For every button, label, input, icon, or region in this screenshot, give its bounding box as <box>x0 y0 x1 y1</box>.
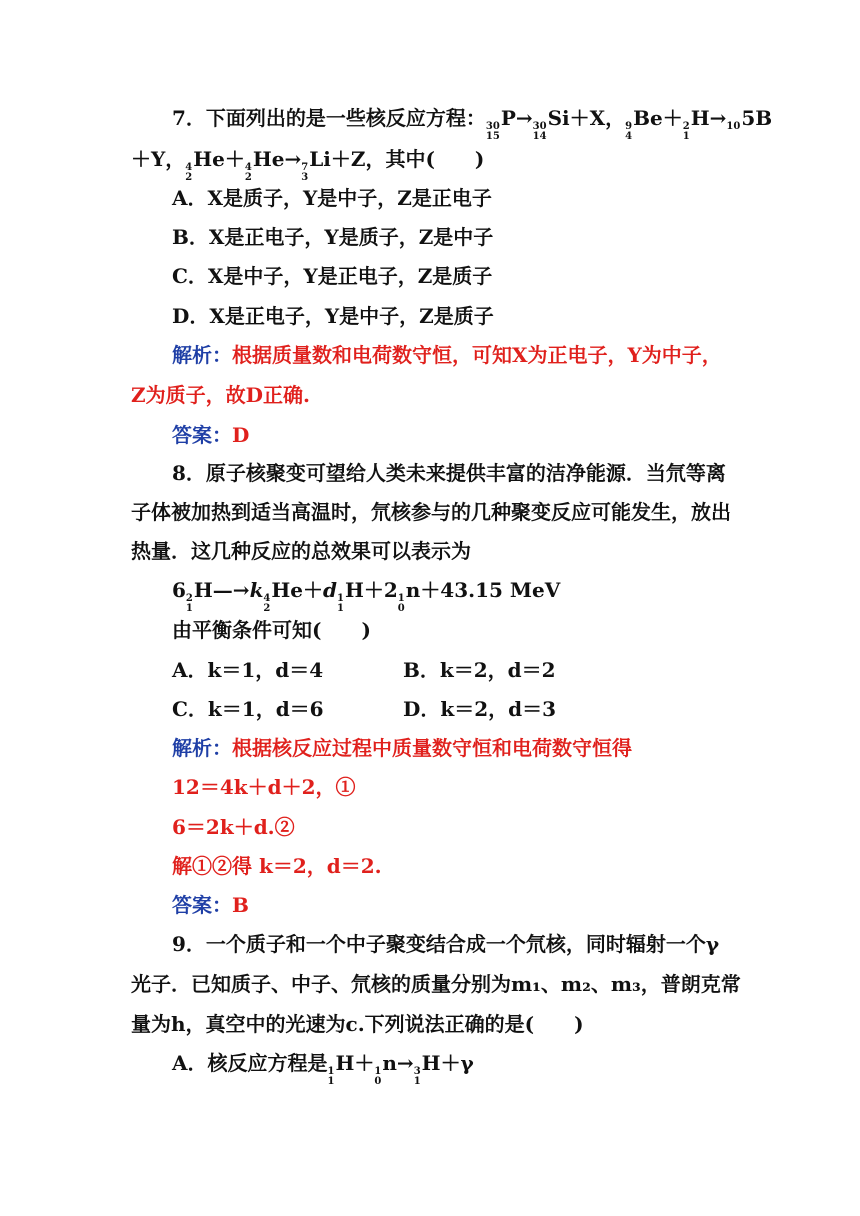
q9-eq-nuclide-2: 1 0 <box>374 1065 382 1087</box>
q7-equation2 <box>185 147 331 183</box>
q8-option-a: A．k＝1，d＝4 <box>172 658 324 682</box>
q8-sym-n: n <box>405 578 421 602</box>
q8-arrow: —→ <box>212 578 250 602</box>
q8-plus: ＋ <box>303 578 324 602</box>
q8-analysis <box>172 734 632 762</box>
q9-option-a <box>172 1049 474 1087</box>
q7-eq2-text-3: → <box>284 147 302 171</box>
q7-eq-symbol-8: 5B <box>741 106 773 130</box>
q8-coef: 6 <box>172 578 186 602</box>
q7-option-d: D．X是正电子，Y是中子，Z是质子 <box>172 304 494 328</box>
q8-sym-h2: H <box>344 578 364 602</box>
q9-eq-symbol-4: H <box>421 1051 441 1075</box>
q7-analysis-text1: 根据质量数和电荷数守恒，可知X为正电子，Y为中子， <box>232 343 722 367</box>
q8-nuclide-h2: 1 1 <box>337 592 344 614</box>
q9-stem-line3: 量为h，真空中的光速为c.下列说法正确的是( ) <box>131 1012 584 1036</box>
q8-equation-2: 6＝2k＋d.② <box>172 815 295 839</box>
q7-eq-nuclide-4: 9 4 <box>625 120 633 142</box>
q9-eq-text-5: ＋γ <box>440 1051 474 1075</box>
q7-line2-start: ＋Y， <box>131 147 186 171</box>
q9-eq-text-3: → <box>396 1051 414 1075</box>
q9-stem-line2: 光子．已知质子、中子、氘核的质量分别为m₁、m₂、m₃，普朗克常 <box>131 972 741 996</box>
q7-eq2-symbol-2: He <box>252 147 285 171</box>
q7-option-a: A．X是质子，Y是中子，Z是正电子 <box>172 186 492 210</box>
q7-eq2-symbol-4: Li <box>309 147 331 171</box>
q8-option-c: C．k＝1，d＝6 <box>172 697 324 721</box>
q8-nuclide-n: 1 0 <box>397 592 405 614</box>
q8-equation-1: 12＝4k＋d＋2，① <box>172 775 356 799</box>
q9-stem-line1: 9．一个质子和一个中子聚变结合成一个氘核，同时辐射一个γ <box>172 932 720 956</box>
q9-option-a-prefix: A．核反应方程是 <box>172 1051 328 1075</box>
q8-condition: 由平衡条件可知( ) <box>172 618 371 642</box>
q7-answer-label: 答案： <box>172 423 232 447</box>
q7-eq-text-3: ＋X， <box>569 106 626 130</box>
q8-sym-he: He <box>271 578 304 602</box>
q7-intro: 7．下面列出的是一些核反应方程： <box>172 106 486 130</box>
q7-eq-nuclide-0: 30 15 <box>485 120 500 142</box>
q7-eq-nuclide-8: 10 <box>726 120 741 132</box>
q8-nuclide-h: 2 1 <box>185 592 193 614</box>
q8-plus-2: ＋2 <box>363 578 398 602</box>
q8-k: k <box>249 578 264 602</box>
q8-analysis-text: 根据核反应过程中质量数守恒和电荷数守恒得 <box>232 736 632 760</box>
q7-eq-symbol-6: H <box>690 106 710 130</box>
q7-eq2-nuclide-4: 7 3 <box>301 161 309 183</box>
q8-nuclide-he: 4 2 <box>263 592 271 614</box>
q7-eq-symbol-4: Be <box>633 106 663 130</box>
q8-answer-label: 答案： <box>172 893 232 917</box>
q9-eq-symbol-2: n <box>382 1051 397 1075</box>
q7-analysis-line1 <box>172 341 722 369</box>
q8-analysis-label: 解析： <box>172 736 232 760</box>
q7-line2-end: ＋Z，其中( ) <box>330 147 485 171</box>
q7-answer-value: D <box>232 423 250 447</box>
q8-option-d: D．k＝2，d＝3 <box>403 697 557 721</box>
q7-stem-line1 <box>172 104 772 142</box>
q7-stem-line2 <box>131 145 484 183</box>
q8-answer-value: B <box>232 893 249 917</box>
q8-sym-h: H <box>193 578 213 602</box>
q7-eq2-nuclide-2: 4 2 <box>244 161 252 183</box>
q7-eq-symbol-0: P <box>500 106 516 130</box>
q8-d: d <box>323 578 337 602</box>
q9-eq-nuclide-0: 1 1 <box>327 1065 335 1087</box>
q8-solution: 解①②得 k＝2，d＝2. <box>172 854 382 878</box>
q8-answer <box>172 891 249 919</box>
q8-reaction-equation <box>172 576 560 614</box>
q7-eq2-nuclide-0: 4 2 <box>185 161 193 183</box>
q7-analysis-line2: Z为质子，故D正确. <box>131 383 310 407</box>
q8-option-b: B．k＝2，d＝2 <box>403 658 556 682</box>
q8-energy: ＋43.15 MeV <box>420 578 561 602</box>
q7-eq2-symbol-0: He <box>193 147 225 171</box>
q7-answer <box>172 421 249 449</box>
q7-option-c: C．X是中子，Y是正电子，Z是质子 <box>172 264 493 288</box>
q7-eq-nuclide-2: 30 14 <box>532 120 547 142</box>
q8-stem-line3: 热量．这几种反应的总效果可以表示为 <box>131 539 471 563</box>
q7-eq-text-7: → <box>709 106 727 130</box>
q9-option-a-equation <box>327 1051 474 1087</box>
q8-stem-line1: 8．原子核聚变可望给人类未来提供丰富的洁净能源．当氘等离 <box>172 461 726 485</box>
q7-eq-text-5: ＋ <box>662 106 683 130</box>
q8-stem-line2: 子体被加热到适当高温时，氘核参与的几种聚变反应可能发生，放出 <box>131 500 731 524</box>
q9-eq-symbol-0: H <box>335 1051 355 1075</box>
q9-eq-nuclide-4: 3 1 <box>413 1065 421 1087</box>
q7-analysis-label: 解析： <box>172 343 232 367</box>
q7-equation <box>485 106 773 142</box>
q7-eq-nuclide-6: 2 1 <box>682 120 690 142</box>
q7-option-b: B．X是正电子，Y是质子，Z是中子 <box>172 225 494 249</box>
q9-eq-text-1: ＋ <box>354 1051 375 1075</box>
q7-eq-text-1: → <box>515 106 533 130</box>
q7-eq2-text-1: ＋ <box>224 147 245 171</box>
q7-eq-symbol-2: Si <box>547 106 570 130</box>
